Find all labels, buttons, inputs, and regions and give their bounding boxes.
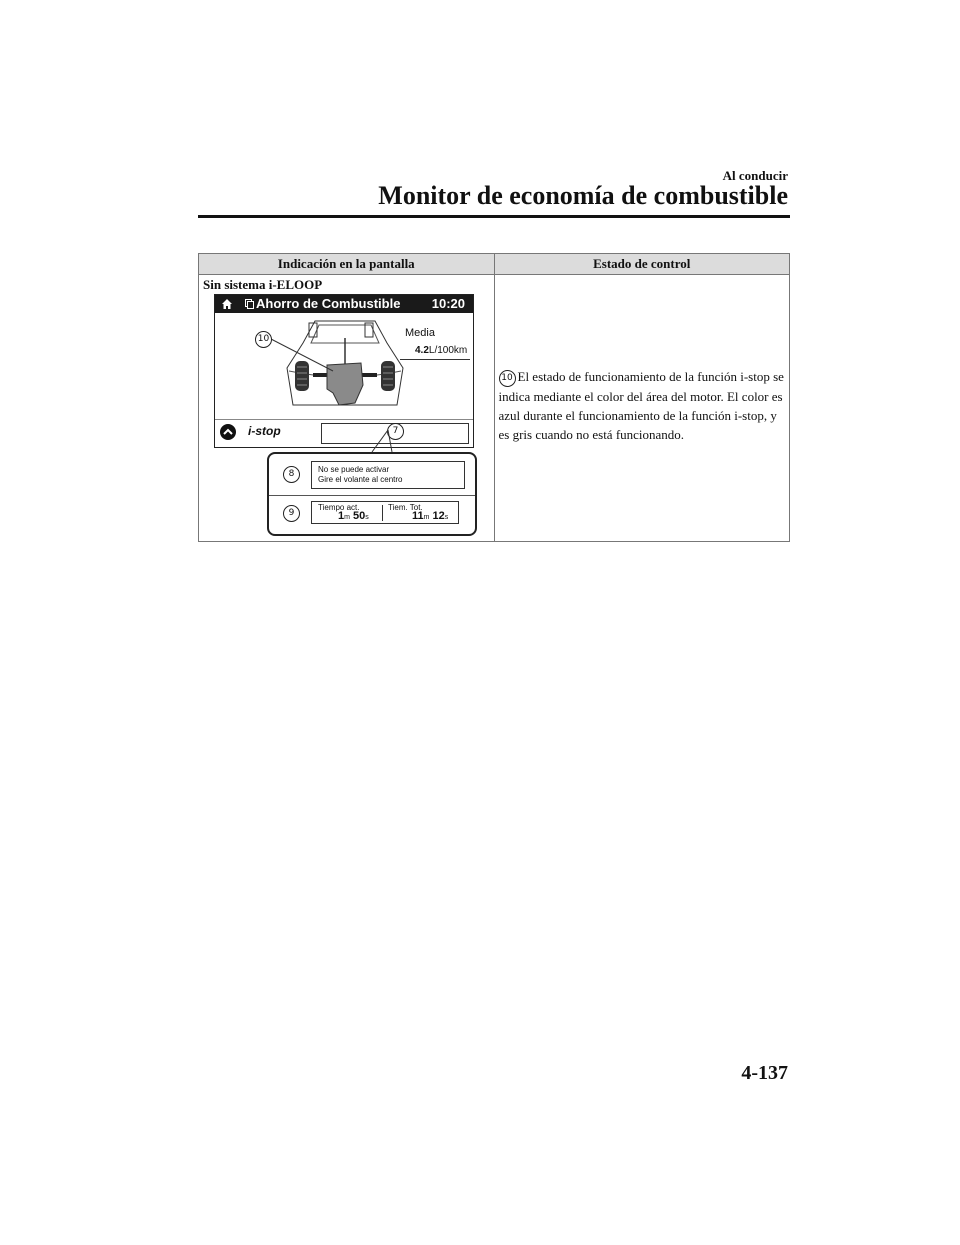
callout-8: 8 (283, 466, 300, 483)
current-min-unit: m (344, 514, 350, 521)
screen-clock: 10:20 (431, 296, 465, 311)
fuel-economy-screen (214, 294, 474, 448)
average-number: 4.2 (415, 345, 429, 356)
average-unit: L/100km (428, 345, 468, 356)
average-label: Media (405, 327, 435, 339)
document-icon (245, 299, 254, 309)
time-divider (382, 505, 383, 521)
callout-9: 9 (283, 505, 300, 522)
total-sec-unit: s (444, 514, 449, 521)
current-sec-unit: s (365, 514, 369, 521)
section-label: Al conducir (722, 168, 788, 183)
callout-10: 10 (255, 331, 272, 348)
istop-time-box (311, 501, 459, 524)
total-min: 11 (412, 510, 424, 522)
callout-10-icon: 10 (499, 370, 516, 387)
description-text: El estado de funcionamiento de la función i-stop se indica mediante el color del área del motor. El color es azul durante el funcionamiento de la función i-stop, y es gris cuando no está funcionando. (498, 368, 784, 442)
average-rule (400, 359, 470, 360)
table-header-status: Estado de control (494, 254, 790, 275)
screen-header (215, 295, 473, 313)
page-number: 4-137 (741, 1062, 788, 1084)
message-line-1: No se puede activar (318, 465, 390, 474)
current-time-label: Tiempo act. (318, 503, 360, 512)
istop-label: i-stop (248, 424, 281, 438)
screen-title: Ahorro de Combustible (256, 296, 401, 311)
total-time-label: Tiem. Tot. (388, 503, 423, 512)
average-value (415, 345, 467, 356)
total-min-unit: m (423, 514, 430, 521)
chevron-up-icon (220, 424, 236, 440)
callout-7: 7 (387, 423, 404, 440)
zoom-connector (260, 430, 400, 460)
page-title: Monitor de economía de combustible (378, 181, 788, 210)
row-label: Sin sistema i-ELOOP (203, 277, 323, 292)
table-cell-status (494, 275, 790, 542)
panel-divider (269, 495, 475, 496)
istop-detail-panel (267, 452, 477, 536)
title-rule (198, 215, 790, 218)
current-time-value (338, 510, 369, 522)
total-time-value (412, 510, 448, 522)
table-header-display: Indicación en la pantalla (199, 254, 495, 275)
current-min: 1 (338, 510, 345, 522)
status-description (495, 367, 790, 444)
current-sec: 50 (353, 510, 366, 522)
istop-message-box (311, 461, 465, 489)
message-line-2: Gire el volante al centro (318, 475, 403, 484)
home-icon (221, 298, 233, 310)
total-sec: 12 (432, 510, 445, 522)
